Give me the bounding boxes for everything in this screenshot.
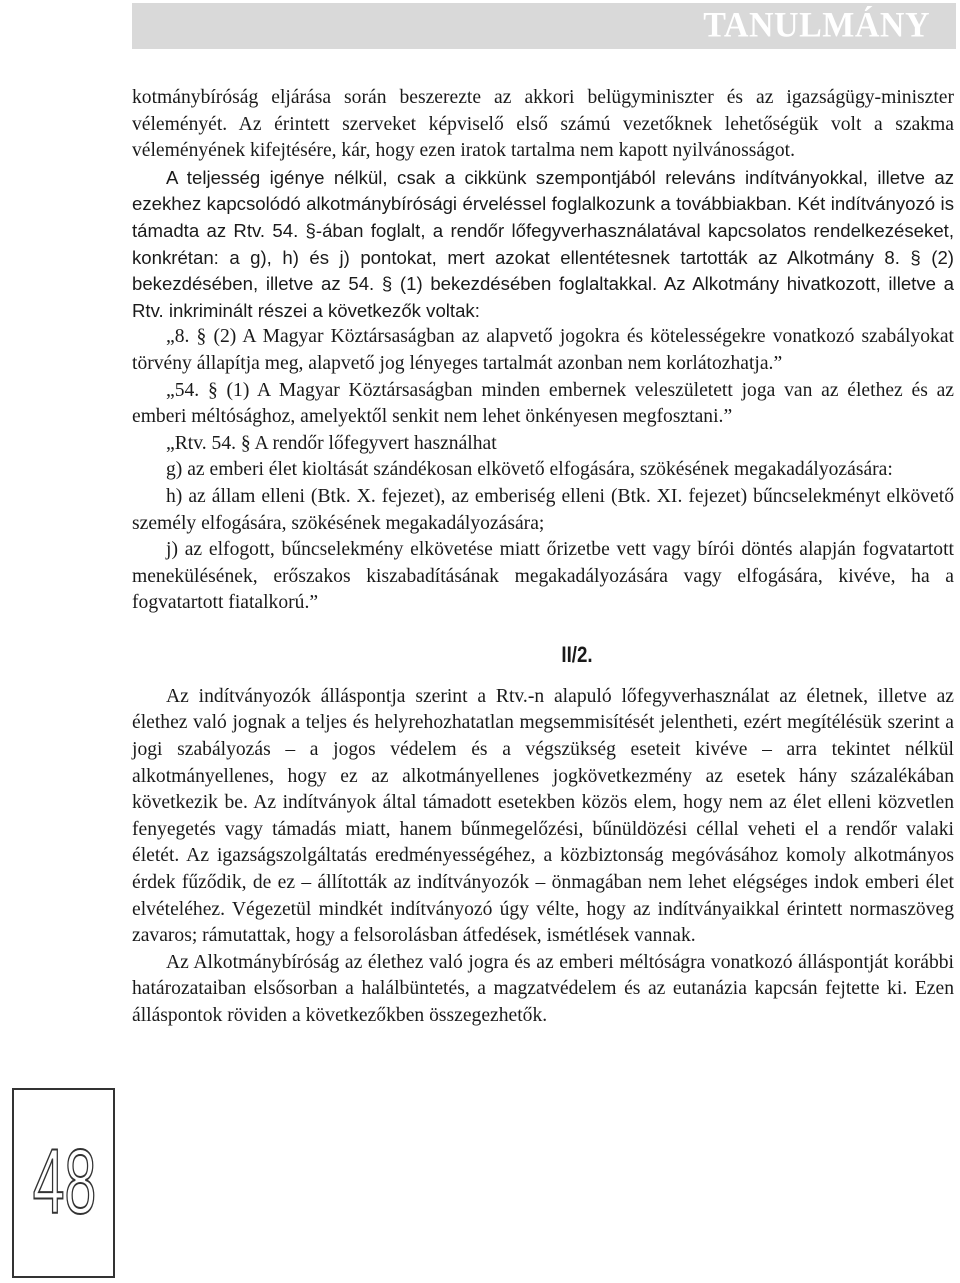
section-title: TANULMÁNY [703,6,930,45]
quote-paragraph: „Rtv. 54. § A rendőr lőfegyvert használhat [166,432,497,454]
page-number: 48 [32,1131,97,1233]
quote-paragraph: „8. § (2) A Magyar Köztársaságban az alapvető jogokra és kötelességekre vonatkozó szabályokat törvény állapítja meg, alapvető jog lényeges tartalmát azonban nem korlátozhatja.” [132,326,954,374]
paragraph: Az Alkotmánybíróság az élethez való jogra és az emberi méltóságra vonatkozó álláspontját korábbi határozataiban elsősorban a halálbüntetés, a magzatvédelem és az eutanázia kapcsán fejtette ki. Ezen álláspontok röviden a következőkben összegezhetők. [132,951,954,1026]
list-item: h) az állam elleni (Btk. X. fejezet), az emberiség elleni (Btk. XI. fejezet) bűncselekményt elkövető személy elfogására, szökésének megakadályozására; [132,485,954,534]
page-number-box [12,1088,115,1278]
list-item: g) az emberi élet kioltását szándékosan elkövető elfogására, szökésének megakadályozására: [166,459,893,481]
paragraph: A teljesség igénye nélkül, csak a cikkünk szempontjából releváns indítványokkal, illetve az ezekhez kapcsolódó alkotmánybírósági érveléssel foglalkozunk a továbbiakban. Két indítványozó is támadta az Rtv. 54. §-ában foglalt, a rendőr lőfegyverhasználatával kapcsolatos rendelkezéseket, konkrétan: a g), h) és j) pontokat, mert azokat ellentétesnek tartották az Alkotmány 8. § (2) bekezdésében, illetve az 54. § (1) bekezdésében foglaltakkal. Az Alkotmány hivatkozott, illetve a Rtv. inkriminált részei a következők voltak: [132,166,954,321]
section-heading: II/2. [561,641,593,667]
paragraph: Az indítványozók álláspontja szerint a Rtv.-n alapuló lőfegyverhasználat az életnek, illetve az élethez való jognak a teljes és helyrehozhatatlan megsemmisítését jelentheti, ezért megítélésük szerint a jogi szabályozás – a jogos védelem és a végszükség eseteit kivéve – arra tekintet nélkül alkotmányellenes, hogy ez az alkotmányellenes jogkövetkezmény az esetek hány százalékában következik be. Az indítványok által támadott esetekben közös elem, hogy nem az élet elleni közvetlen fenyegetés vagy támadás miatt, hanem bűnmegelőzési, bűnüldözési céllal veheti el a rendőr valaki életét. Az igazságszolgáltatás eredményességéhez, a közbiztonság megóvásához komoly alkotmányos érdek fűződik, de ez – állították az indítványozók – önmagában nem lehet elégséges indok emberi élet elvételéhez. Végezetül mindkét indítványozó úgy vélte, hogy az indítványaikkal érintett normaszöveg zavaros; rámutattak, hogy a felsorolásban átfedések, ismétlések vannak. [132,685,954,947]
quote-paragraph: „54. § (1) A Magyar Köztársaságban minden embernek veleszületett joga van az élethez és az emberi méltósághoz, amelyektől senkit nem lehet önkényesen megfosztani.” [132,379,954,428]
header-bar [132,3,956,49]
paragraph: kotmánybíróság eljárása során beszerezte az akkori belügyminiszter és az igazságügy-miniszter véleményét. Az érintett szerveket képviselő első számú vezetőknek lehetőségük volt a szakma véleményének kifejtésére, kár, hogy ezen iratok tartalma nem kapott nyilvánosságot. [132,87,954,162]
list-item: j) az elfogott, bűncselekmény elkövetése miatt őrizetbe vett vagy bírói döntés alapján fogvatartott menekülésének, erőszakos kiszabadításának megakadályozására vagy elfogására, kivéve, ha a fogvatartott fiatalkorú.” [132,539,954,614]
article-body [132,85,954,1030]
